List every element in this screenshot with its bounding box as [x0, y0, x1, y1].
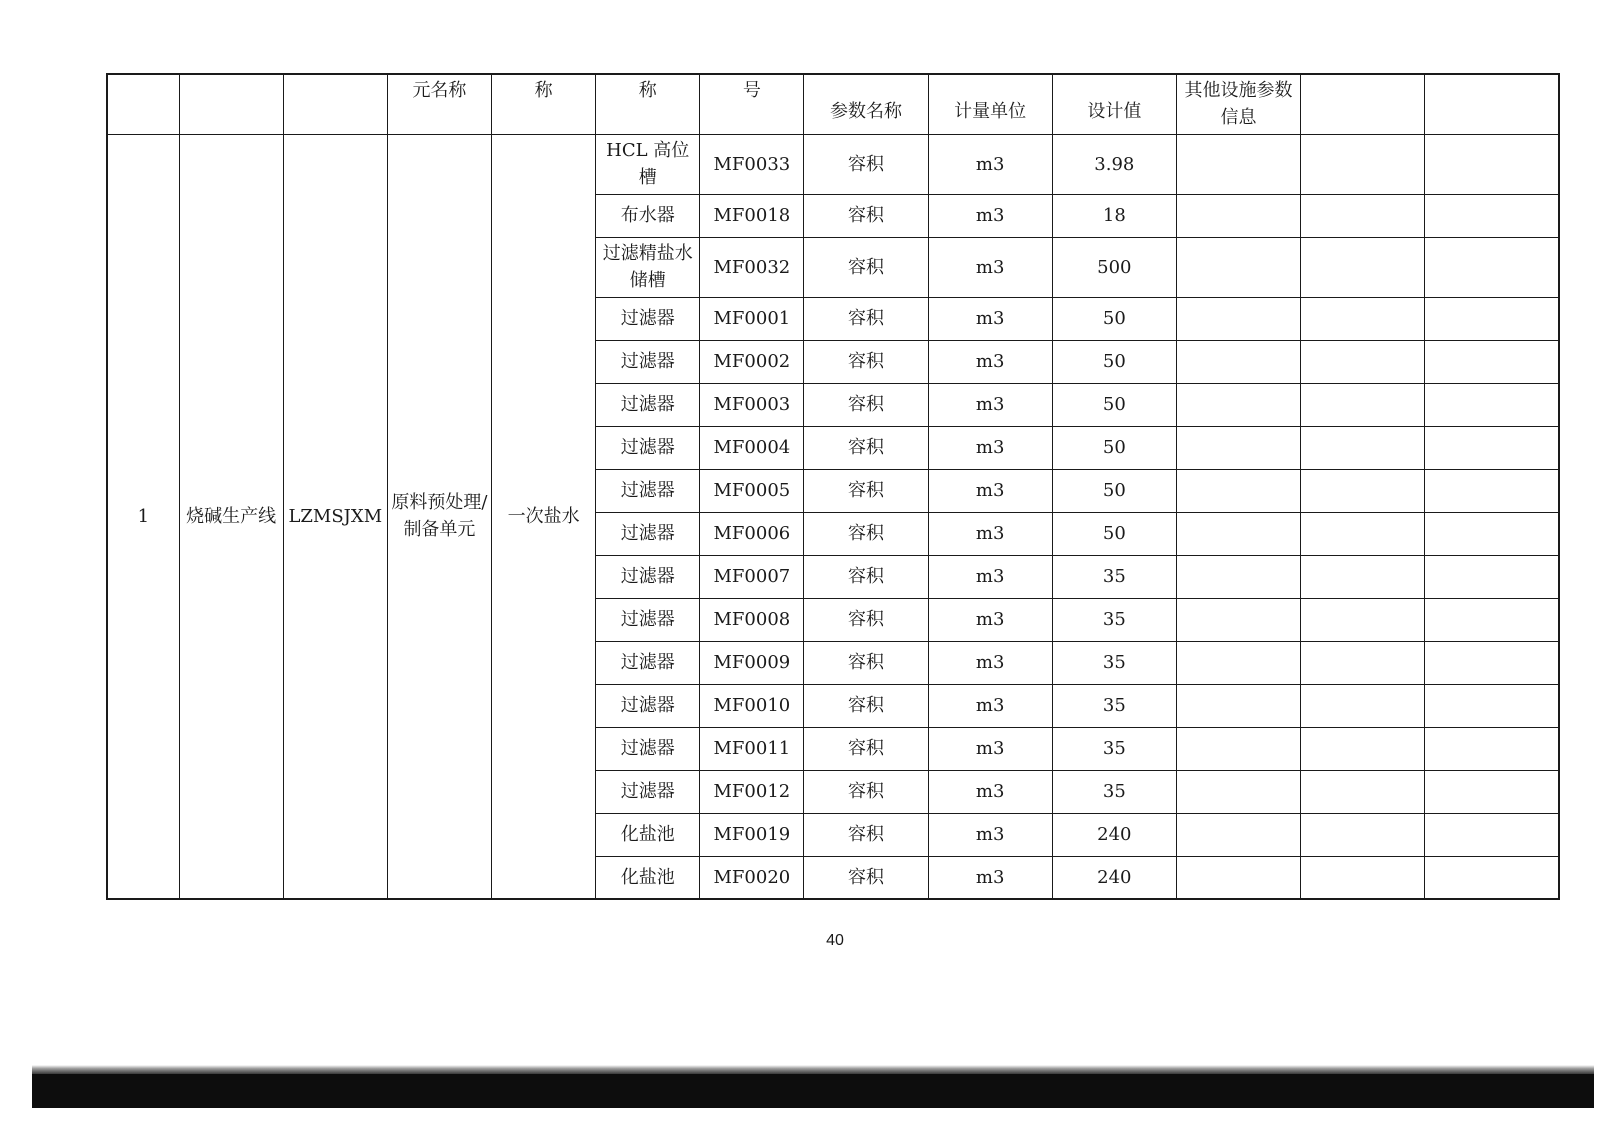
group-line-code: LZMSJXM — [283, 134, 387, 899]
cell-facility-name: 化盐池 — [596, 856, 700, 899]
cell-extra-1 — [1301, 555, 1425, 598]
cell-facility-name: 过滤器 — [596, 469, 700, 512]
cell-extra-1 — [1301, 813, 1425, 856]
cell-facility-code: MF0011 — [700, 727, 804, 770]
cell-param-name: 容积 — [804, 856, 928, 899]
cell-param-name: 容积 — [804, 770, 928, 813]
cell-extra-1 — [1301, 684, 1425, 727]
table-row — [107, 134, 1559, 194]
cell-design-value: 50 — [1052, 340, 1176, 383]
cell-param-name: 容积 — [804, 641, 928, 684]
cell-facility-code: MF0007 — [700, 555, 804, 598]
cell-facility-code: MF0005 — [700, 469, 804, 512]
cell-facility-code: MF0008 — [700, 598, 804, 641]
header-design-value: 设计值 — [1052, 74, 1176, 134]
group-unit: 原料预处理/制备单元 — [387, 134, 491, 899]
cell-other-info — [1176, 684, 1300, 727]
group-subunit: 一次盐水 — [492, 134, 596, 899]
cell-facility-code: MF0019 — [700, 813, 804, 856]
cell-extra-2 — [1425, 383, 1559, 426]
cell-facility-name: 过滤器 — [596, 340, 700, 383]
cell-param-name: 容积 — [804, 426, 928, 469]
cell-facility-code: MF0033 — [700, 134, 804, 194]
cell-other-info — [1176, 426, 1300, 469]
cell-design-value: 50 — [1052, 383, 1176, 426]
cell-extra-2 — [1425, 237, 1559, 297]
cell-facility-code: MF0010 — [700, 684, 804, 727]
cell-measure-unit: m3 — [928, 727, 1052, 770]
cell-extra-2 — [1425, 598, 1559, 641]
cell-extra-1 — [1301, 194, 1425, 237]
cell-other-info — [1176, 340, 1300, 383]
cell-measure-unit: m3 — [928, 237, 1052, 297]
cell-other-info — [1176, 598, 1300, 641]
cell-param-name: 容积 — [804, 297, 928, 340]
cell-other-info — [1176, 134, 1300, 194]
cell-measure-unit: m3 — [928, 194, 1052, 237]
cell-param-name: 容积 — [804, 194, 928, 237]
cell-design-value: 18 — [1052, 194, 1176, 237]
cell-extra-1 — [1301, 297, 1425, 340]
header-subunit-name: 称 — [492, 74, 596, 134]
cell-facility-code: MF0012 — [700, 770, 804, 813]
cell-other-info — [1176, 727, 1300, 770]
cell-design-value: 500 — [1052, 237, 1176, 297]
cell-measure-unit: m3 — [928, 469, 1052, 512]
cell-extra-1 — [1301, 237, 1425, 297]
header-col1 — [107, 74, 179, 134]
cell-facility-name: 布水器 — [596, 194, 700, 237]
cell-other-info — [1176, 194, 1300, 237]
cell-extra-2 — [1425, 469, 1559, 512]
cell-measure-unit: m3 — [928, 856, 1052, 899]
cell-other-info — [1176, 770, 1300, 813]
cell-param-name: 容积 — [804, 555, 928, 598]
cell-other-info — [1176, 555, 1300, 598]
header-param-name: 参数名称 — [804, 74, 928, 134]
cell-measure-unit: m3 — [928, 813, 1052, 856]
cell-param-name: 容积 — [804, 237, 928, 297]
cell-param-name: 容积 — [804, 512, 928, 555]
header-col2 — [179, 74, 283, 134]
header-facility-name: 称 — [596, 74, 700, 134]
cell-extra-1 — [1301, 641, 1425, 684]
cell-other-info — [1176, 856, 1300, 899]
cell-param-name: 容积 — [804, 383, 928, 426]
cell-param-name: 容积 — [804, 134, 928, 194]
cell-extra-1 — [1301, 134, 1425, 194]
cell-measure-unit: m3 — [928, 598, 1052, 641]
cell-measure-unit: m3 — [928, 770, 1052, 813]
cell-facility-code: MF0004 — [700, 426, 804, 469]
header-unit-name: 元名称 — [387, 74, 491, 134]
cell-extra-2 — [1425, 134, 1559, 194]
cell-design-value: 50 — [1052, 426, 1176, 469]
header-row — [107, 74, 1559, 134]
cell-extra-2 — [1425, 297, 1559, 340]
cell-facility-name: 化盐池 — [596, 813, 700, 856]
cell-extra-1 — [1301, 340, 1425, 383]
cell-other-info — [1176, 297, 1300, 340]
cell-measure-unit: m3 — [928, 340, 1052, 383]
header-col3 — [283, 74, 387, 134]
cell-facility-name: 过滤器 — [596, 598, 700, 641]
cell-extra-2 — [1425, 684, 1559, 727]
cell-param-name: 容积 — [804, 813, 928, 856]
cell-extra-1 — [1301, 598, 1425, 641]
cell-param-name: 容积 — [804, 727, 928, 770]
cell-extra-2 — [1425, 194, 1559, 237]
cell-design-value: 240 — [1052, 856, 1176, 899]
cell-facility-name: 过滤器 — [596, 684, 700, 727]
cell-extra-1 — [1301, 512, 1425, 555]
cell-extra-1 — [1301, 383, 1425, 426]
cell-extra-2 — [1425, 555, 1559, 598]
cell-other-info — [1176, 383, 1300, 426]
cell-facility-code: MF0006 — [700, 512, 804, 555]
cell-facility-code: MF0009 — [700, 641, 804, 684]
cell-measure-unit: m3 — [928, 684, 1052, 727]
cell-measure-unit: m3 — [928, 512, 1052, 555]
cell-facility-code: MF0002 — [700, 340, 804, 383]
cell-extra-2 — [1425, 770, 1559, 813]
cell-facility-code: MF0032 — [700, 237, 804, 297]
cell-design-value: 35 — [1052, 555, 1176, 598]
cell-facility-code: MF0018 — [700, 194, 804, 237]
cell-other-info — [1176, 512, 1300, 555]
facility-parameter-table — [106, 73, 1560, 900]
cell-extra-2 — [1425, 340, 1559, 383]
header-measure-unit: 计量单位 — [928, 74, 1052, 134]
cell-other-info — [1176, 813, 1300, 856]
cell-facility-name: 过滤器 — [596, 512, 700, 555]
cell-facility-code: MF0003 — [700, 383, 804, 426]
group-production-line: 烧碱生产线 — [179, 134, 283, 899]
cell-facility-name: 过滤器 — [596, 727, 700, 770]
cell-design-value: 35 — [1052, 598, 1176, 641]
cell-extra-2 — [1425, 641, 1559, 684]
cell-measure-unit: m3 — [928, 134, 1052, 194]
cell-extra-2 — [1425, 813, 1559, 856]
cell-extra-2 — [1425, 426, 1559, 469]
cell-extra-1 — [1301, 426, 1425, 469]
cell-param-name: 容积 — [804, 340, 928, 383]
cell-facility-name: 过滤器 — [596, 297, 700, 340]
cell-measure-unit: m3 — [928, 383, 1052, 426]
cell-other-info — [1176, 641, 1300, 684]
cell-facility-name: 过滤器 — [596, 383, 700, 426]
cell-design-value: 240 — [1052, 813, 1176, 856]
cell-facility-code: MF0020 — [700, 856, 804, 899]
cell-facility-name: 过滤器 — [596, 641, 700, 684]
cell-facility-name: HCL 高位槽 — [596, 134, 700, 194]
cell-facility-name: 过滤精盐水储槽 — [596, 237, 700, 297]
group-index: 1 — [107, 134, 179, 899]
cell-param-name: 容积 — [804, 684, 928, 727]
page-number: 40 — [826, 932, 844, 949]
cell-design-value: 50 — [1052, 469, 1176, 512]
cell-extra-2 — [1425, 727, 1559, 770]
cell-facility-name: 过滤器 — [596, 426, 700, 469]
cell-measure-unit: m3 — [928, 555, 1052, 598]
cell-design-value: 35 — [1052, 770, 1176, 813]
cell-extra-2 — [1425, 856, 1559, 899]
cell-param-name: 容积 — [804, 469, 928, 512]
cell-measure-unit: m3 — [928, 641, 1052, 684]
cell-param-name: 容积 — [804, 598, 928, 641]
scan-edge-shadow — [32, 1065, 1594, 1074]
cell-extra-1 — [1301, 856, 1425, 899]
cell-other-info — [1176, 237, 1300, 297]
cell-extra-1 — [1301, 770, 1425, 813]
cell-other-info — [1176, 469, 1300, 512]
header-other-info: 其他设施参数信息 — [1176, 74, 1300, 134]
cell-facility-name: 过滤器 — [596, 770, 700, 813]
cell-design-value: 35 — [1052, 684, 1176, 727]
cell-design-value: 50 — [1052, 512, 1176, 555]
cell-facility-code: MF0001 — [700, 297, 804, 340]
cell-measure-unit: m3 — [928, 426, 1052, 469]
cell-design-value: 50 — [1052, 297, 1176, 340]
header-col13 — [1425, 74, 1559, 134]
header-col12 — [1301, 74, 1425, 134]
cell-extra-1 — [1301, 469, 1425, 512]
cell-design-value: 35 — [1052, 727, 1176, 770]
cell-extra-2 — [1425, 512, 1559, 555]
scan-edge-band — [32, 1074, 1594, 1108]
cell-measure-unit: m3 — [928, 297, 1052, 340]
header-facility-code: 号 — [700, 74, 804, 134]
cell-facility-name: 过滤器 — [596, 555, 700, 598]
cell-design-value: 3.98 — [1052, 134, 1176, 194]
table-body — [107, 134, 1559, 899]
cell-design-value: 35 — [1052, 641, 1176, 684]
cell-extra-1 — [1301, 727, 1425, 770]
